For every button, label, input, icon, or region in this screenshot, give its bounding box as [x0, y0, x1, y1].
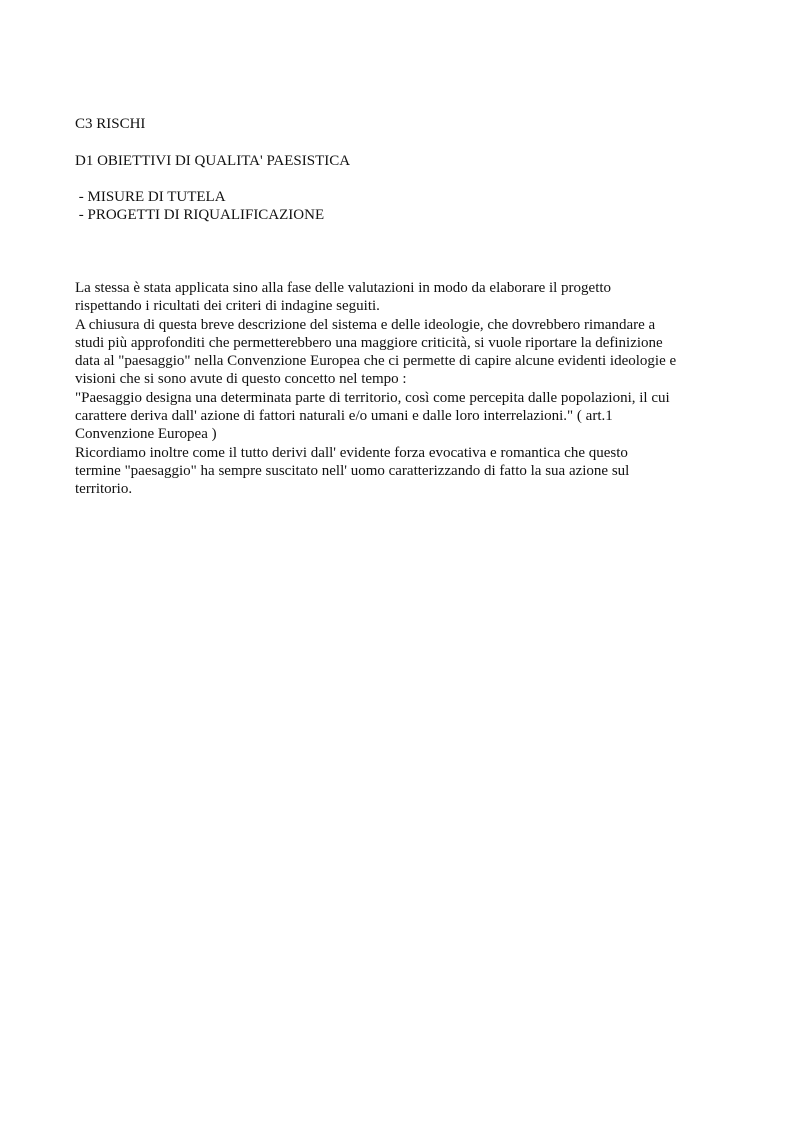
list-item-progetti: - PROGETTI DI RIQUALIFICAZIONE [75, 207, 325, 223]
body-line: data al "paesaggio" nella Convenzione Europea che ci permette di capire alcune evidenti ideologie e [75, 353, 677, 370]
body-line: rispettando i ricultati dei criteri di indagine seguiti. [75, 298, 380, 315]
list-item-misure: - MISURE DI TUTELA [75, 189, 226, 205]
body-line: studi più approfonditi che permetterebbero una maggiore criticità, si vuole riportare la definizione [75, 334, 663, 351]
body-line: Convenzione Europea ) [75, 426, 217, 443]
body-line: territorio. [75, 481, 133, 498]
heading-c3: C3 RISCHI [75, 116, 146, 132]
body-line: "Paesaggio designa una determinata parte di territorio, così come percepita dalle popolazioni, il cui [75, 389, 670, 406]
body-line: A chiusura di questa breve descrizione del sistema e delle ideologie, che dovrebbero rimandare a [75, 316, 656, 333]
body-line: termine "paesaggio" ha sempre suscitato nell' uomo caratterizzando di fatto la sua azione sul [75, 462, 630, 479]
body-line: Ricordiamo inoltre come il tutto derivi dall' evidente forza evocativa e romantica che questo [75, 444, 628, 461]
heading-d1: D1 OBIETTIVI DI QUALITA' PAESISTICA [75, 153, 351, 169]
body-line: carattere deriva dall' azione di fattori naturali e/o umani e dalle loro interrelazioni." ( art.1 [75, 408, 613, 425]
body-paragraph [75, 279, 725, 499]
body-line: La stessa è stata applicata sino alla fase delle valutazioni in modo da elaborare il progetto [75, 280, 612, 296]
body-line: visioni che si sono avute di questo concetto nel tempo : [75, 371, 407, 388]
